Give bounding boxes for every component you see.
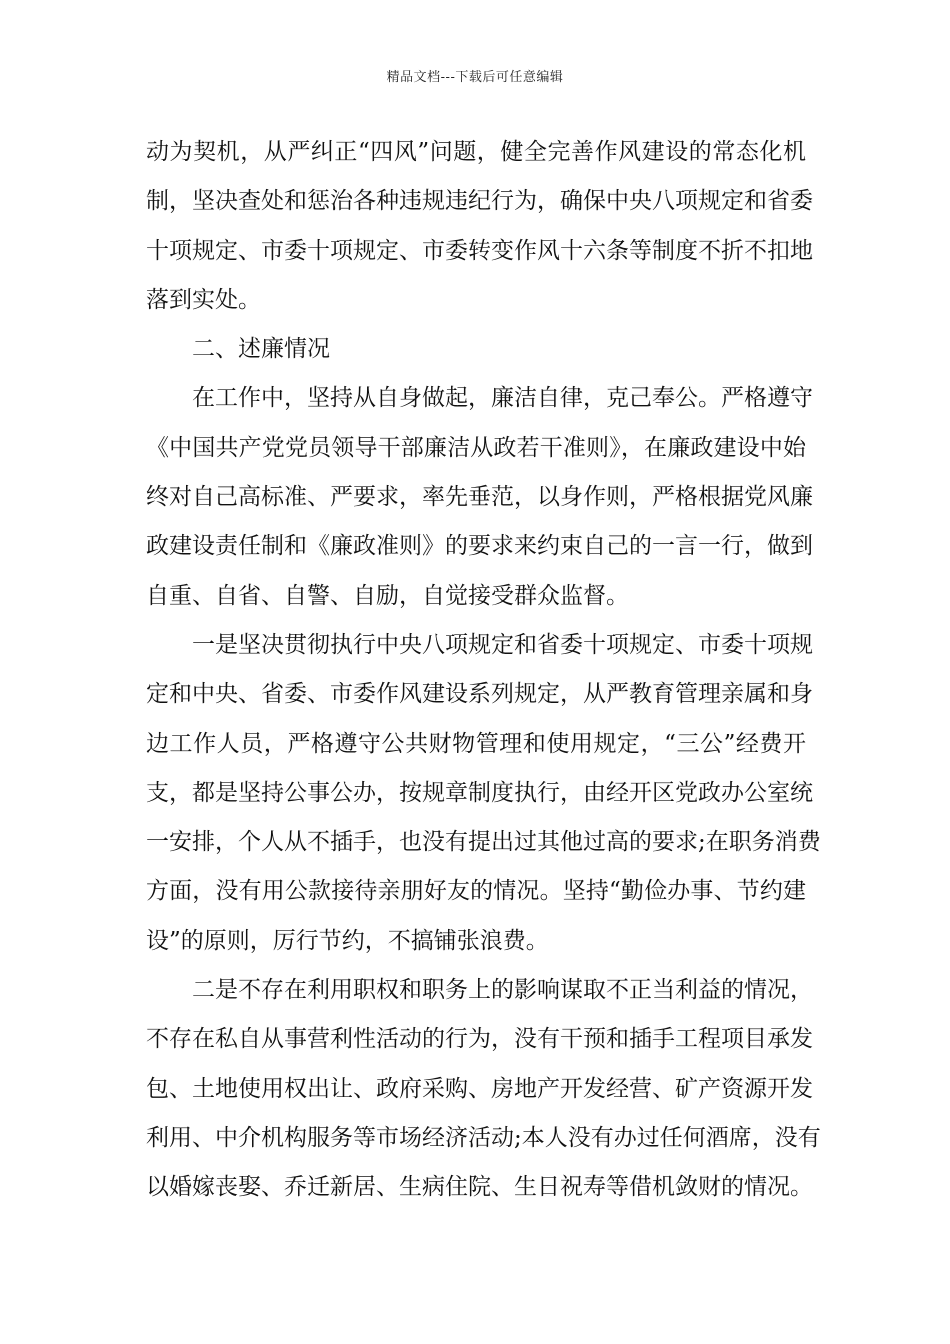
text-line: 包、土地使用权出让、政府采购、房地产开发经营、矿产资源开发 bbox=[146, 1075, 813, 1102]
text-line: 一是坚决贯彻执行中央八项规定和省委十项规定、市委十项规 bbox=[192, 631, 813, 658]
document-body bbox=[146, 128, 821, 1213]
text-line: 一安排，个人从不插手，也没有提出过其他过高的要求;在职务消费 bbox=[146, 829, 821, 856]
text-line: 政建设责任制和《廉政准则》的要求来约束自己的一言一行，做到 bbox=[146, 533, 813, 560]
text-line: 方面，没有用公款接待亲朋好友的情况。坚持“勤俭办事、节约建 bbox=[146, 878, 806, 905]
text-line: 终对自己高标准、严要求，率先垂范，以身作则，严格根据党风廉 bbox=[146, 484, 813, 511]
text-line: 二是不存在利用职权和职务上的影响谋取不正当利益的情况， bbox=[192, 977, 813, 1004]
text-line: 制，坚决查处和惩治各种违规违纪行为，确保中央八项规定和省委 bbox=[146, 188, 813, 215]
text-line: 《中国共产党党员领导干部廉洁从政若干准则》，在廉政建设中始 bbox=[146, 434, 806, 461]
page-header: 精品文档---下载后可任意编辑 bbox=[386, 70, 564, 85]
text-line: 边工作人员，严格遵守公共财物管理和使用规定，“三公”经费开 bbox=[146, 730, 806, 757]
text-line: 定和中央、省委、市委作风建设系列规定，从严教育管理亲属和身 bbox=[146, 681, 813, 708]
text-line: 在工作中，坚持从自身做起，廉洁自律，克己奉公。严格遵守 bbox=[192, 385, 813, 412]
text-line: 不存在私自从事营利性活动的行为，没有干预和插手工程项目承发 bbox=[146, 1026, 813, 1053]
text-line: 支，都是坚持公事公办，按规章制度执行，由经开区党政办公室统 bbox=[146, 779, 813, 806]
text-line: 十项规定、市委十项规定、市委转变作风十六条等制度不折不扣地 bbox=[146, 237, 813, 264]
text-line: 利用、中介机构服务等市场经济活动;本人没有办过任何酒席，没有 bbox=[146, 1124, 821, 1151]
text-line: 自重、自省、自警、自励，自觉接受群众监督。 bbox=[146, 582, 629, 609]
text-line: 设”的原则，厉行节约，不搞铺张浪费。 bbox=[146, 927, 549, 954]
text-line: 动为契机，从严纠正“四风”问题，健全完善作风建设的常态化机 bbox=[146, 139, 806, 165]
text-line: 以婚嫁丧娶、乔迁新居、生病住院、生日祝寿等借机敛财的情况。 bbox=[146, 1174, 813, 1201]
text-line: 落到实处。 bbox=[146, 286, 261, 313]
text-line: 二、述廉情况 bbox=[192, 336, 330, 363]
